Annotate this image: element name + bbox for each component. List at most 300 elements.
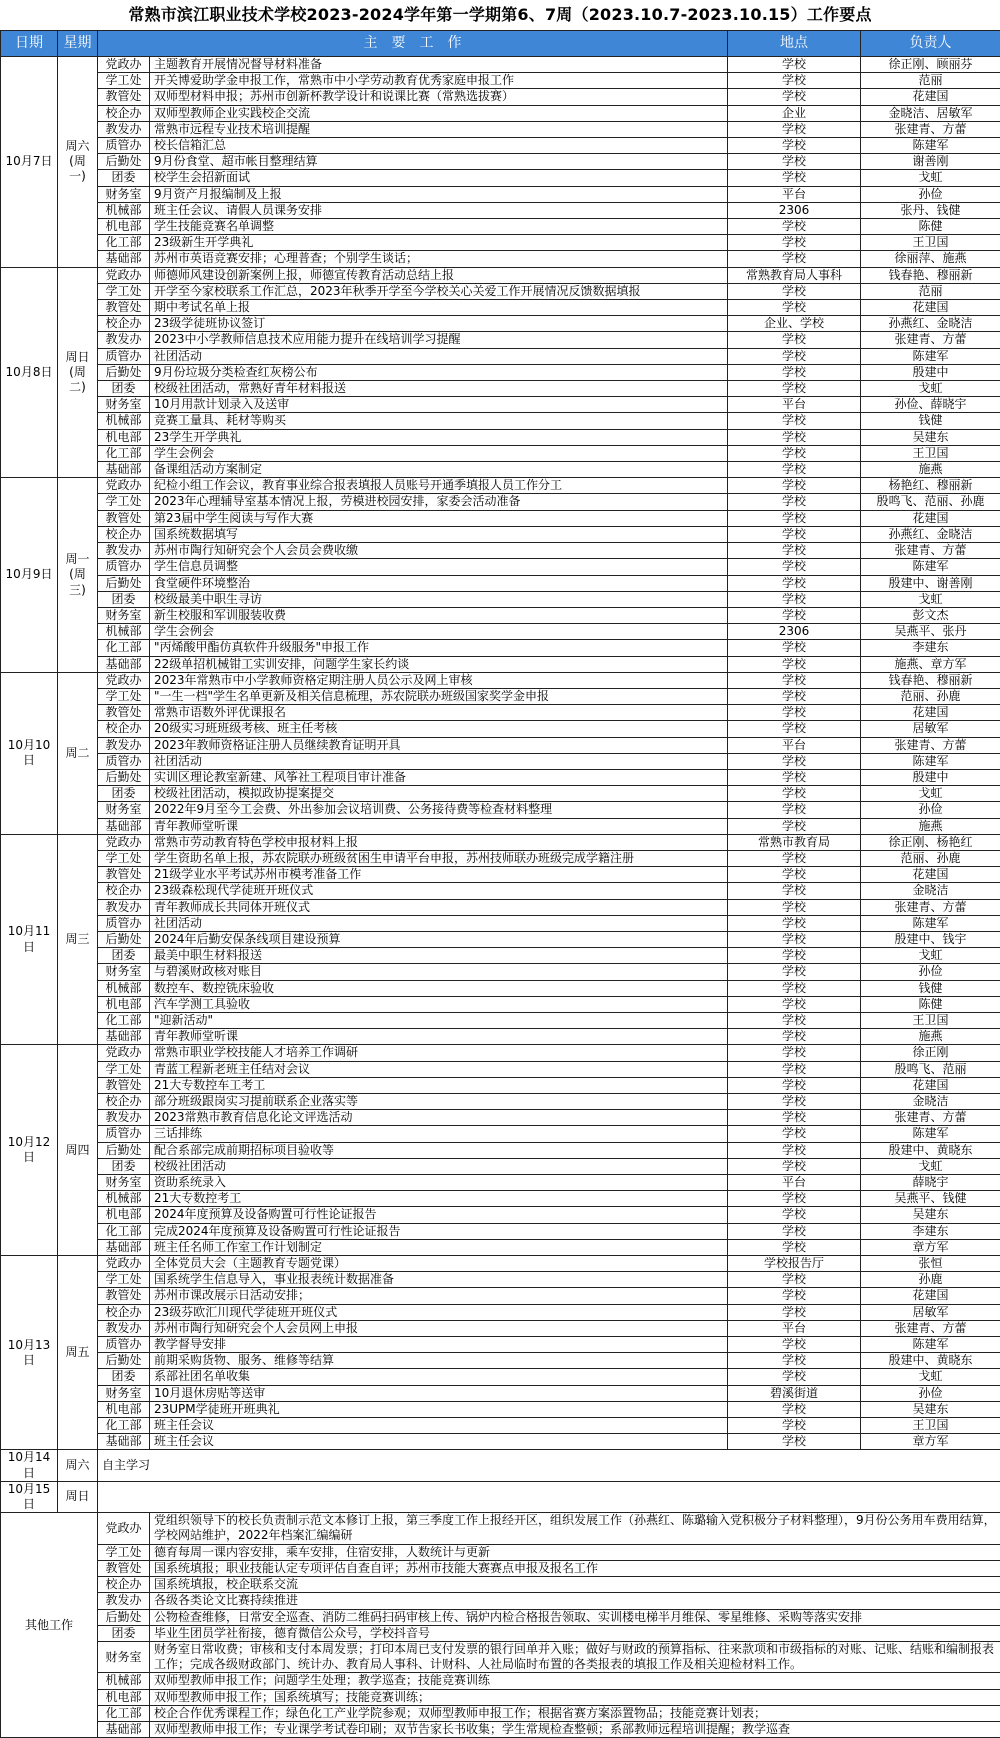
- other-task-cell: 国系统填报，校企联系交流: [150, 1577, 1000, 1593]
- location-cell: 学校: [728, 219, 861, 235]
- other-task-cell: 国系统填报；职业技能认定专项评估自查自评；苏州市技能大赛赛点申报及报名工作: [150, 1560, 1000, 1576]
- table-row: [1, 1012, 1000, 1028]
- table-row: [1, 1061, 1000, 1077]
- owner-cell: 居敏军: [861, 1304, 1000, 1320]
- location-cell: 学校: [728, 1353, 861, 1369]
- location-cell: 学校: [728, 1369, 861, 1385]
- task-cell: 国系统数据填写: [150, 526, 728, 542]
- location-cell: 企业: [728, 105, 861, 121]
- weekend-task: [98, 1481, 1000, 1512]
- task-cell: 青年教师堂听课: [150, 818, 728, 834]
- location-cell: 学校: [728, 1223, 861, 1239]
- dept-cell: 教管处: [98, 510, 150, 526]
- task-cell: 常熟市职业学校技能人才培养工作调研: [150, 1045, 728, 1061]
- task-cell: 全体党员大会（主题教育专题党课）: [150, 1256, 728, 1272]
- table-row: [1, 867, 1000, 883]
- dept-cell: 团委: [98, 1369, 150, 1385]
- day-date: 10月12日: [1, 1045, 58, 1256]
- location-cell: 学校: [728, 899, 861, 915]
- location-cell: 学校: [728, 121, 861, 137]
- owner-cell: 戈虹: [861, 1369, 1000, 1385]
- location-cell: 学校: [728, 364, 861, 380]
- table-row: [1, 931, 1000, 947]
- location-cell: 学校: [728, 1045, 861, 1061]
- location-cell: 学校: [728, 1401, 861, 1417]
- owner-cell: 孙燕红、金晓洁: [861, 316, 1000, 332]
- table-row: [1, 1142, 1000, 1158]
- table-row: [1, 786, 1000, 802]
- table-row: [1, 721, 1000, 737]
- dept-cell: 机械部: [98, 1191, 150, 1207]
- owner-cell: 居敏军: [861, 721, 1000, 737]
- owner-cell: 钱春艳、穆丽新: [861, 267, 1000, 283]
- location-cell: 学校: [728, 1077, 861, 1093]
- table-row: [1, 1158, 1000, 1174]
- dept-cell: 校企办: [98, 1094, 150, 1110]
- owner-cell: 陈健: [861, 219, 1000, 235]
- table-row: [1, 1239, 1000, 1255]
- owner-cell: 施燕: [861, 462, 1000, 478]
- task-cell: 完成2024年度预算及设备购置可行性论证报告: [150, 1223, 728, 1239]
- dept-cell: 后勤处: [98, 364, 150, 380]
- dept-cell: 教发办: [98, 332, 150, 348]
- dept-cell: 校企办: [98, 526, 150, 542]
- location-cell: 学校: [728, 786, 861, 802]
- table-row: [1, 202, 1000, 218]
- location-cell: 学校: [728, 283, 861, 299]
- dept-cell: 财务室: [98, 397, 150, 413]
- location-cell: 学校: [728, 948, 861, 964]
- task-cell: 社团活动: [150, 753, 728, 769]
- table-row: [1, 818, 1000, 834]
- task-cell: 常熟市语数外评优课报名: [150, 705, 728, 721]
- location-cell: 学校: [728, 429, 861, 445]
- table-row: [1, 397, 1000, 413]
- task-cell: 2023年心理辅导室基本情况上报，劳模进校园安排，家委会活动准备: [150, 494, 728, 510]
- other-work-label: 其他工作: [1, 1513, 98, 1738]
- dept-cell: 财务室: [98, 802, 150, 818]
- location-cell: 学校: [728, 672, 861, 688]
- dept-cell: 教管处: [98, 89, 150, 105]
- task-cell: 社团活动: [150, 348, 728, 364]
- owner-cell: 王卫国: [861, 1012, 1000, 1028]
- task-cell: 学生信息员调整: [150, 559, 728, 575]
- dept-cell: 教管处: [98, 705, 150, 721]
- other-row: [1, 1577, 1000, 1593]
- table-row: [1, 591, 1000, 607]
- task-cell: 9月资产月报编制及上报: [150, 186, 728, 202]
- table-row: [1, 769, 1000, 785]
- task-cell: 学生资助名单上报，苏农院联办班级贫困生申请平台申报，苏州技师联办班级完成学籍注册: [150, 850, 728, 866]
- other-task-cell: 公物检查维修，日常安全巡查、消防二维码扫码审核上传、锅炉内检合格报告领取、实训楼电梯半月维保、零星维修、采购等落实安排: [150, 1609, 1000, 1625]
- location-cell: 学校: [728, 640, 861, 656]
- task-cell: 青年教师成长共同体开班仪式: [150, 899, 728, 915]
- location-cell: 学校: [728, 170, 861, 186]
- dept-cell: 化工部: [98, 445, 150, 461]
- dept-cell: 基础部: [98, 1434, 150, 1450]
- dept-cell: 后勤处: [98, 1142, 150, 1158]
- owner-cell: 谢善刚: [861, 154, 1000, 170]
- location-cell: 平台: [728, 1175, 861, 1191]
- location-cell: 学校: [728, 526, 861, 542]
- location-cell: 学校: [728, 591, 861, 607]
- location-cell: 学校: [728, 445, 861, 461]
- dept-cell: 党政办: [98, 478, 150, 494]
- task-cell: 校长信箱汇总: [150, 138, 728, 154]
- other-row: [1, 1625, 1000, 1641]
- other-task-cell: 双师型教师申报工作；专业课学考试卷印刷；双节告家长书收集；学生常规检查整顿；系部教师远程培训提醒；教学巡查: [150, 1721, 1000, 1737]
- location-cell: 学校: [728, 462, 861, 478]
- day-weekday: 周三: [58, 834, 98, 1045]
- location-cell: 学校: [728, 964, 861, 980]
- table-row: [1, 316, 1000, 332]
- location-cell: 学校: [728, 1126, 861, 1142]
- owner-cell: 戈虹: [861, 170, 1000, 186]
- location-cell: 平台: [728, 1320, 861, 1336]
- other-row: [1, 1689, 1000, 1705]
- owner-cell: 金晓洁: [861, 1094, 1000, 1110]
- table-row: [1, 510, 1000, 526]
- dept-cell: 团委: [98, 381, 150, 397]
- table-row: [1, 1337, 1000, 1353]
- location-cell: 常熟市教育局: [728, 834, 861, 850]
- weekend-task: 自主学习: [98, 1450, 1000, 1481]
- dept-cell: 财务室: [98, 1641, 150, 1672]
- table-row: [1, 283, 1000, 299]
- table-row: [1, 948, 1000, 964]
- owner-cell: 孙俭: [861, 1385, 1000, 1401]
- location-cell: 学校: [728, 1061, 861, 1077]
- location-cell: 学校: [728, 559, 861, 575]
- task-cell: 校学生会招新面试: [150, 170, 728, 186]
- day-date: 10月7日: [1, 57, 58, 268]
- task-cell: 国系统学生信息导入，事业报表统计数据准备: [150, 1272, 728, 1288]
- task-cell: 23级芬欧汇川现代学徒班开班仪式: [150, 1304, 728, 1320]
- task-cell: 班主任会议: [150, 1418, 728, 1434]
- location-cell: 学校: [728, 154, 861, 170]
- location-cell: 学校: [728, 575, 861, 591]
- owner-cell: 殷建中、黄晓东: [861, 1142, 1000, 1158]
- location-cell: 学校: [728, 1239, 861, 1255]
- task-cell: 校级社团活动: [150, 1158, 728, 1174]
- table-row: [1, 980, 1000, 996]
- task-cell: "一生一档"学生名单更新及相关信息梳理，苏农院联办班级国家奖学金申报: [150, 688, 728, 704]
- location-cell: 学校: [728, 1304, 861, 1320]
- table-row: [1, 381, 1000, 397]
- location-cell: 碧溪街道: [728, 1385, 861, 1401]
- task-cell: 第23届中学生阅读与写作大赛: [150, 510, 728, 526]
- dept-cell: 校企办: [98, 316, 150, 332]
- table-row: [1, 1191, 1000, 1207]
- dept-cell: 财务室: [98, 1385, 150, 1401]
- owner-cell: 孙俭: [861, 186, 1000, 202]
- location-cell: 学校: [728, 235, 861, 251]
- dept-cell: 化工部: [98, 235, 150, 251]
- task-cell: 2022年9月至今工会费、外出参加会议培训费、公务接待费等检查材料整理: [150, 802, 728, 818]
- owner-cell: 王卫国: [861, 445, 1000, 461]
- dept-cell: 党政办: [98, 834, 150, 850]
- dept-cell: 学工处: [98, 283, 150, 299]
- table-row: [1, 1418, 1000, 1434]
- task-cell: 常熟市劳动教育特色学校申报材料上报: [150, 834, 728, 850]
- table-row: [1, 445, 1000, 461]
- table-row: [1, 364, 1000, 380]
- other-task-cell: 德育每周一课内容安排，乘车安排，住宿安排，人数统计与更新: [150, 1544, 1000, 1560]
- owner-cell: 范丽、孙鹿: [861, 850, 1000, 866]
- task-cell: 学生技能竞赛名单调整: [150, 219, 728, 235]
- other-task-cell: 党组织领导下的校长负责制示范文本修订上报，第三季度工作上报经开区，组织发展工作（孙燕红、陈璐输入党积极分子材料整理），9月份公务用车费用结算，学校网站维护，2022年档案汇编编研: [150, 1513, 1000, 1544]
- task-cell: 开关博爱助学金申报工作，常熟市中小学劳动教育优秀家庭申报工作: [150, 73, 728, 89]
- dept-cell: 团委: [98, 591, 150, 607]
- other-task-cell: 双师型教师申报工作；国系统填写；技能竞赛训练；: [150, 1689, 1000, 1705]
- task-cell: 部分班级跟岗实习提前联系企业落实等: [150, 1094, 728, 1110]
- table-row: [1, 1256, 1000, 1272]
- task-cell: 主题教育开展情况督导材料准备: [150, 57, 728, 73]
- dept-cell: 化工部: [98, 1418, 150, 1434]
- table-row: [1, 348, 1000, 364]
- table-row: [1, 996, 1000, 1012]
- header-owner: 负责人: [861, 31, 1000, 57]
- task-cell: 23级新生开学典礼: [150, 235, 728, 251]
- other-task-cell: 毕业生团员学社衔接，德育微信公众号，学校抖音号: [150, 1625, 1000, 1641]
- dept-cell: 后勤处: [98, 154, 150, 170]
- owner-cell: 殷建中: [861, 364, 1000, 380]
- dept-cell: 机电部: [98, 1689, 150, 1705]
- table-row: [1, 1353, 1000, 1369]
- task-cell: 20级实习班班级考核、班主任考核: [150, 721, 728, 737]
- location-cell: 学校: [728, 883, 861, 899]
- owner-cell: 殷鸣飞、范丽: [861, 1061, 1000, 1077]
- table-row: [1, 57, 1000, 73]
- table-row: [1, 1175, 1000, 1191]
- owner-cell: 花建国: [861, 300, 1000, 316]
- task-cell: 系部社团名单收集: [150, 1369, 728, 1385]
- task-cell: 2023常熟市教育信息化论文评选活动: [150, 1110, 728, 1126]
- other-row: [1, 1609, 1000, 1625]
- owner-cell: 徐正刚、顾丽芬: [861, 57, 1000, 73]
- location-cell: 学校: [728, 802, 861, 818]
- task-cell: 资助系统录入: [150, 1175, 728, 1191]
- day-weekday: 周日 (周二): [58, 267, 98, 478]
- task-cell: 10月退休房贴等送审: [150, 1385, 728, 1401]
- owner-cell: 张建青、方蕾: [861, 899, 1000, 915]
- owner-cell: 张建青、方蕾: [861, 543, 1000, 559]
- dept-cell: 质管办: [98, 348, 150, 364]
- location-cell: 学校: [728, 413, 861, 429]
- owner-cell: 张建青、方蕾: [861, 1320, 1000, 1336]
- owner-cell: 花建国: [861, 705, 1000, 721]
- table-row: [1, 705, 1000, 721]
- task-cell: 双师型材料申报；苏州市创新杯教学设计和说课比赛（常熟选拔赛）: [150, 89, 728, 105]
- owner-cell: 钱健: [861, 980, 1000, 996]
- owner-cell: 徐丽萍、施燕: [861, 251, 1000, 267]
- owner-cell: 王卫国: [861, 1418, 1000, 1434]
- day-weekday: 周一 (周三): [58, 478, 98, 672]
- owner-cell: 钱春艳、穆丽新: [861, 672, 1000, 688]
- location-cell: 学校: [728, 494, 861, 510]
- owner-cell: 陈建军: [861, 138, 1000, 154]
- task-cell: 22级单招机械钳工实训安排，问题学生家长约谈: [150, 656, 728, 672]
- table-row: [1, 543, 1000, 559]
- location-cell: 学校: [728, 1434, 861, 1450]
- table-row: [1, 688, 1000, 704]
- dept-cell: 后勤处: [98, 575, 150, 591]
- day-date: 10月15日: [1, 1481, 58, 1512]
- table-row: [1, 607, 1000, 623]
- owner-cell: 张建青、方蕾: [861, 332, 1000, 348]
- location-cell: 学校: [728, 1191, 861, 1207]
- task-cell: 2024年后勤安保条线项目建设预算: [150, 931, 728, 947]
- location-cell: 学校: [728, 931, 861, 947]
- table-row: [1, 89, 1000, 105]
- task-cell: 苏州市陶行知研究会个人会员网上申报: [150, 1320, 728, 1336]
- table-row: [1, 883, 1000, 899]
- dept-cell: 质管办: [98, 1126, 150, 1142]
- owner-cell: 彭文杰: [861, 607, 1000, 623]
- table-row: [1, 478, 1000, 494]
- owner-cell: 施燕: [861, 818, 1000, 834]
- dept-cell: 学工处: [98, 494, 150, 510]
- task-cell: 实训区理论教室新建、风筝社工程项目审计准备: [150, 769, 728, 785]
- location-cell: 学校: [728, 1207, 861, 1223]
- task-cell: 班主任会议: [150, 1434, 728, 1450]
- owner-cell: 殷建中、谢善刚: [861, 575, 1000, 591]
- table-row: [1, 1272, 1000, 1288]
- dept-cell: 化工部: [98, 640, 150, 656]
- owner-cell: 陈建军: [861, 348, 1000, 364]
- location-cell: 学校: [728, 753, 861, 769]
- location-cell: 学校: [728, 996, 861, 1012]
- dept-cell: 校企办: [98, 1577, 150, 1593]
- dept-cell: 学工处: [98, 850, 150, 866]
- owner-cell: 殷建中、黄晓东: [861, 1353, 1000, 1369]
- dept-cell: 团委: [98, 948, 150, 964]
- location-cell: 常熟教育局人事科: [728, 267, 861, 283]
- task-cell: 10月用款计划录入及送审: [150, 397, 728, 413]
- task-cell: 竞赛工量具、耗材等购买: [150, 413, 728, 429]
- owner-cell: 王卫国: [861, 235, 1000, 251]
- table-row: [1, 267, 1000, 283]
- dept-cell: 基础部: [98, 1721, 150, 1737]
- table-row: [1, 1029, 1000, 1045]
- location-cell: 学校: [728, 251, 861, 267]
- location-cell: 学校: [728, 980, 861, 996]
- day-weekday: 周五: [58, 1256, 98, 1450]
- table-row: [1, 154, 1000, 170]
- dept-cell: 机械部: [98, 624, 150, 640]
- owner-cell: 施燕: [861, 1029, 1000, 1045]
- table-row: [1, 170, 1000, 186]
- task-cell: 期中考试名单上报: [150, 300, 728, 316]
- task-cell: 23UPM学徒班开班典礼: [150, 1401, 728, 1417]
- task-cell: 2023年常熟市中小学教师资格定期注册人员公示及网上审核: [150, 672, 728, 688]
- task-cell: 三话排练: [150, 1126, 728, 1142]
- dept-cell: 财务室: [98, 1175, 150, 1191]
- table-row: [1, 1434, 1000, 1450]
- owner-cell: 戈虹: [861, 786, 1000, 802]
- dept-cell: 机电部: [98, 996, 150, 1012]
- location-cell: 学校: [728, 478, 861, 494]
- owner-cell: 花建国: [861, 89, 1000, 105]
- location-cell: 学校: [728, 1110, 861, 1126]
- location-cell: 学校: [728, 1012, 861, 1028]
- dept-cell: 基础部: [98, 656, 150, 672]
- task-cell: 23级森松现代学徒班开班仪式: [150, 883, 728, 899]
- other-task-cell: 各级各类论文比赛持续推进: [150, 1593, 1000, 1609]
- day-date: 10月11日: [1, 834, 58, 1045]
- location-cell: 学校: [728, 1288, 861, 1304]
- task-cell: 配合系部完成前期招标项目验收等: [150, 1142, 728, 1158]
- table-row: [1, 802, 1000, 818]
- table-row: [1, 1223, 1000, 1239]
- dept-cell: 教管处: [98, 867, 150, 883]
- dept-cell: 教管处: [98, 1288, 150, 1304]
- location-cell: 学校: [728, 300, 861, 316]
- owner-cell: 戈虹: [861, 948, 1000, 964]
- owner-cell: 施燕、章方军: [861, 656, 1000, 672]
- location-cell: 学校: [728, 656, 861, 672]
- table-row: [1, 1045, 1000, 1061]
- table-row: [1, 1077, 1000, 1093]
- table-row: [1, 737, 1000, 753]
- dept-cell: 质管办: [98, 138, 150, 154]
- dept-cell: 基础部: [98, 462, 150, 478]
- dept-cell: 团委: [98, 170, 150, 186]
- owner-cell: 吴建东: [861, 1401, 1000, 1417]
- dept-cell: 机电部: [98, 1401, 150, 1417]
- dept-cell: 财务室: [98, 186, 150, 202]
- table-row: [1, 251, 1000, 267]
- location-cell: 学校: [728, 769, 861, 785]
- day-weekday: 周六: [58, 1450, 98, 1481]
- dept-cell: 机电部: [98, 1207, 150, 1223]
- task-cell: 校级最美中职生寻访: [150, 591, 728, 607]
- table-row: [1, 429, 1000, 445]
- dept-cell: 学工处: [98, 1544, 150, 1560]
- location-cell: 学校: [728, 381, 861, 397]
- dept-cell: 党政办: [98, 1256, 150, 1272]
- owner-cell: 陈健: [861, 996, 1000, 1012]
- task-cell: 数控车、数控铣床验收: [150, 980, 728, 996]
- other-task-cell: 校企合作优秀课程工作；绿色化工产业学院参观；双师型教师申报工作；根据省赛方案添置物品；技能竞赛计划表；: [150, 1705, 1000, 1721]
- dept-cell: 后勤处: [98, 1353, 150, 1369]
- dept-cell: 后勤处: [98, 931, 150, 947]
- owner-cell: 范丽、孙鹿: [861, 688, 1000, 704]
- dept-cell: 教发办: [98, 1593, 150, 1609]
- table-row: [1, 899, 1000, 915]
- location-cell: 企业、学校: [728, 316, 861, 332]
- location-cell: 学校: [728, 1272, 861, 1288]
- dept-cell: 教发办: [98, 1320, 150, 1336]
- owner-cell: 戈虹: [861, 381, 1000, 397]
- dept-cell: 团委: [98, 1625, 150, 1641]
- dept-cell: 教管处: [98, 300, 150, 316]
- dept-cell: 后勤处: [98, 769, 150, 785]
- table-row: [1, 915, 1000, 931]
- table-row: [1, 559, 1000, 575]
- owner-cell: 花建国: [861, 867, 1000, 883]
- table-row: [1, 332, 1000, 348]
- owner-cell: 陈建军: [861, 1337, 1000, 1353]
- task-cell: 班主任会议、请假人员课务安排: [150, 202, 728, 218]
- dept-cell: 机械部: [98, 413, 150, 429]
- task-cell: 食堂硬件环境整治: [150, 575, 728, 591]
- weekend-row: [1, 1481, 1000, 1512]
- location-cell: 学校: [728, 1337, 861, 1353]
- task-cell: 新生校服和军训服装收费: [150, 607, 728, 623]
- other-task-cell: 双师型教师申报工作；问题学生处理；教学巡查；技能竞赛训练: [150, 1673, 1000, 1689]
- owner-cell: 花建国: [861, 1288, 1000, 1304]
